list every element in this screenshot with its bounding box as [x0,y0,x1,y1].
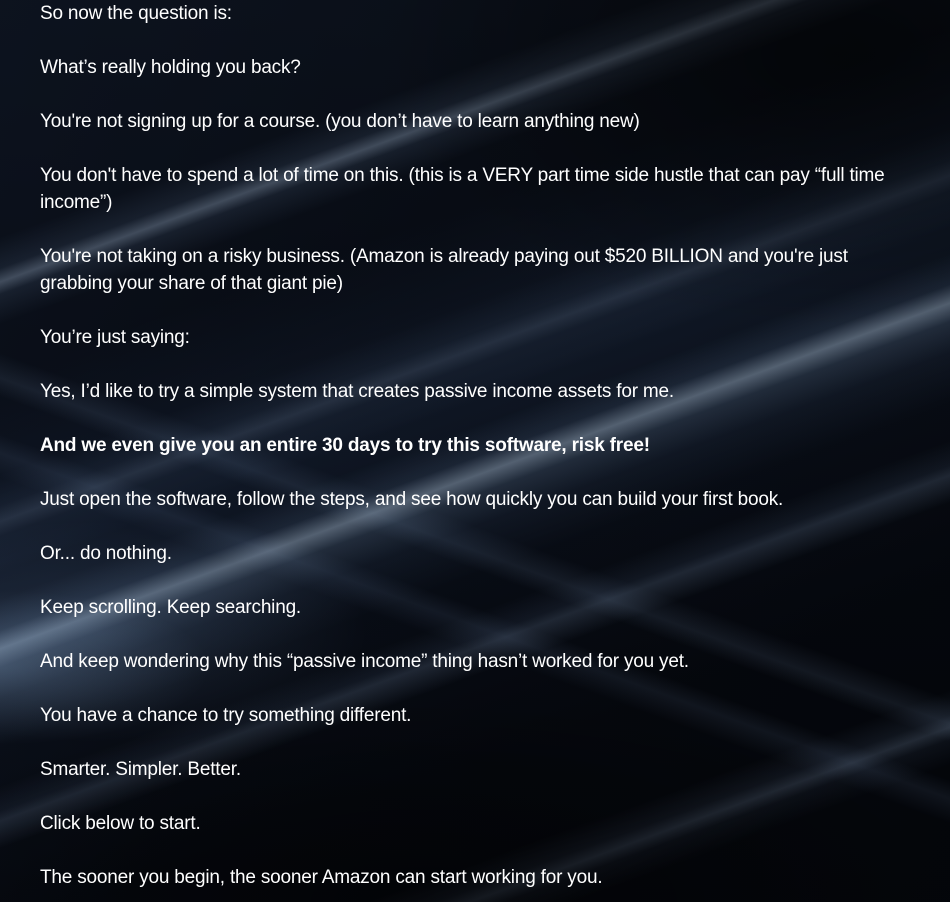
paragraph: What’s really holding you back? [40,57,301,78]
paragraph: You're not taking on a risky business. (Amazon is already paying out $520 BILLION and you're just grabbing your share of that giant pie) [40,246,848,294]
paragraph: The sooner you begin, the sooner Amazon can start working for you. [40,867,603,888]
paragraph: Just open the software, follow the steps, and see how quickly you can build your first book. [40,489,784,510]
paragraph: You’re just saying: [40,327,190,348]
paragraph: Or... do nothing. [40,543,172,564]
paragraph: You have a chance to try something different. [40,705,412,726]
paragraph-bold-guarantee: And we even give you an entire 30 days to try this software, risk free! [40,435,650,456]
paragraph: Keep scrolling. Keep searching. [40,597,302,618]
paragraph: Smarter. Simpler. Better. [40,759,241,780]
paragraph: You don't have to spend a lot of time on this. (this is a VERY part time side hustle that can pay “full time income”) [40,165,885,213]
paragraph: Yes, I’d like to try a simple system that creates passive income assets for me. [40,381,674,402]
paragraph: And keep wondering why this “passive income” thing hasn’t worked for you yet. [40,651,689,672]
paragraph: Click below to start. [40,813,201,834]
paragraph: So now the question is: [40,3,232,24]
paragraph: You're not signing up for a course. (you don’t have to learn anything new) [40,111,640,132]
